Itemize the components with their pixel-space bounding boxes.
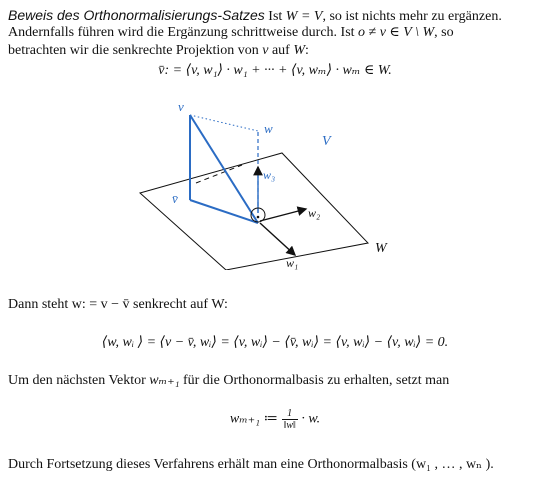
- v-vector: [190, 115, 258, 223]
- fraction-numerator: 1: [282, 408, 298, 420]
- label-V: V: [322, 134, 331, 149]
- formula-rhs: · w.: [301, 411, 321, 427]
- plane-W: [140, 153, 368, 270]
- dashed-line-plane: [196, 165, 242, 183]
- vbar-projection: [190, 200, 258, 223]
- paragraph-intro-line-1: [8, 6, 502, 26]
- label-vbar: v̄: [172, 191, 178, 206]
- math-inline: v: [262, 43, 269, 58]
- label-w1: w₁: [286, 256, 299, 270]
- label-v: v: [178, 99, 184, 114]
- projection-figure: [130, 95, 400, 270]
- text: Ist: [264, 9, 286, 24]
- normalization-formula: [0, 408, 550, 431]
- formula-lhs: wₘ₊₁ ≔: [229, 411, 279, 427]
- math-inline: W = V: [285, 9, 323, 24]
- label-W: W: [375, 241, 387, 256]
- math-inline: o ≠ v ∈ V \ W: [358, 25, 435, 40]
- text: Um den nächsten Vektor: [8, 373, 150, 388]
- label-w: w: [264, 121, 273, 136]
- fraction-denominator: ‖w‖: [283, 420, 296, 431]
- text: , so: [434, 25, 454, 40]
- text: betrachten wir die senkrechte Projektion von: [8, 43, 263, 58]
- math-inline: W: [293, 43, 306, 58]
- text: :: [305, 43, 309, 58]
- dotted-connector: [190, 115, 258, 131]
- text: für die Orthonormalbasis zu erhalten, setzt man: [179, 373, 450, 388]
- w1-arrow: [260, 223, 295, 255]
- text: auf: [268, 43, 294, 58]
- orthogonality-formula: ⟨w, wᵢ ⟩ = ⟨v − v̄, wᵢ⟩ = ⟨v, wᵢ⟩ − ⟨v̄, wᵢ⟩ = ⟨v, wᵢ⟩ − ⟨v, wᵢ⟩ = 0.: [101, 335, 449, 350]
- label-w3: w₃: [263, 168, 276, 182]
- w2-arrow: [260, 209, 306, 221]
- paragraph-intro-line-2: [8, 24, 454, 42]
- fraction: [282, 408, 298, 431]
- paragraph-intro-line-3: [8, 42, 309, 60]
- text: , so ist nichts mehr zu ergänzen.: [322, 9, 502, 24]
- text: Andernfalls führen wird die Ergänzung schrittweise durch. Ist: [8, 25, 359, 40]
- paragraph-orthogonal: Dann steht w: = v − v̄ senkrecht auf W:: [8, 297, 228, 312]
- proof-heading: Beweis des Orthonormalisierungs-Satzes: [8, 7, 265, 23]
- label-w2: w₂: [308, 206, 321, 220]
- math-inline: wₘ₊₁: [149, 373, 180, 388]
- paragraph-next-vector: [8, 372, 449, 390]
- paragraph-conclusion: Durch Fortsetzung dieses Verfahrens erhält man eine Orthonormalbasis (w₁ , … , wₙ ).: [8, 457, 494, 472]
- projection-formula: v̄: = ⟨v, w₁⟩ · w₁ + ··· + ⟨v, wₘ⟩ · wₘ ∈ W.: [158, 63, 392, 78]
